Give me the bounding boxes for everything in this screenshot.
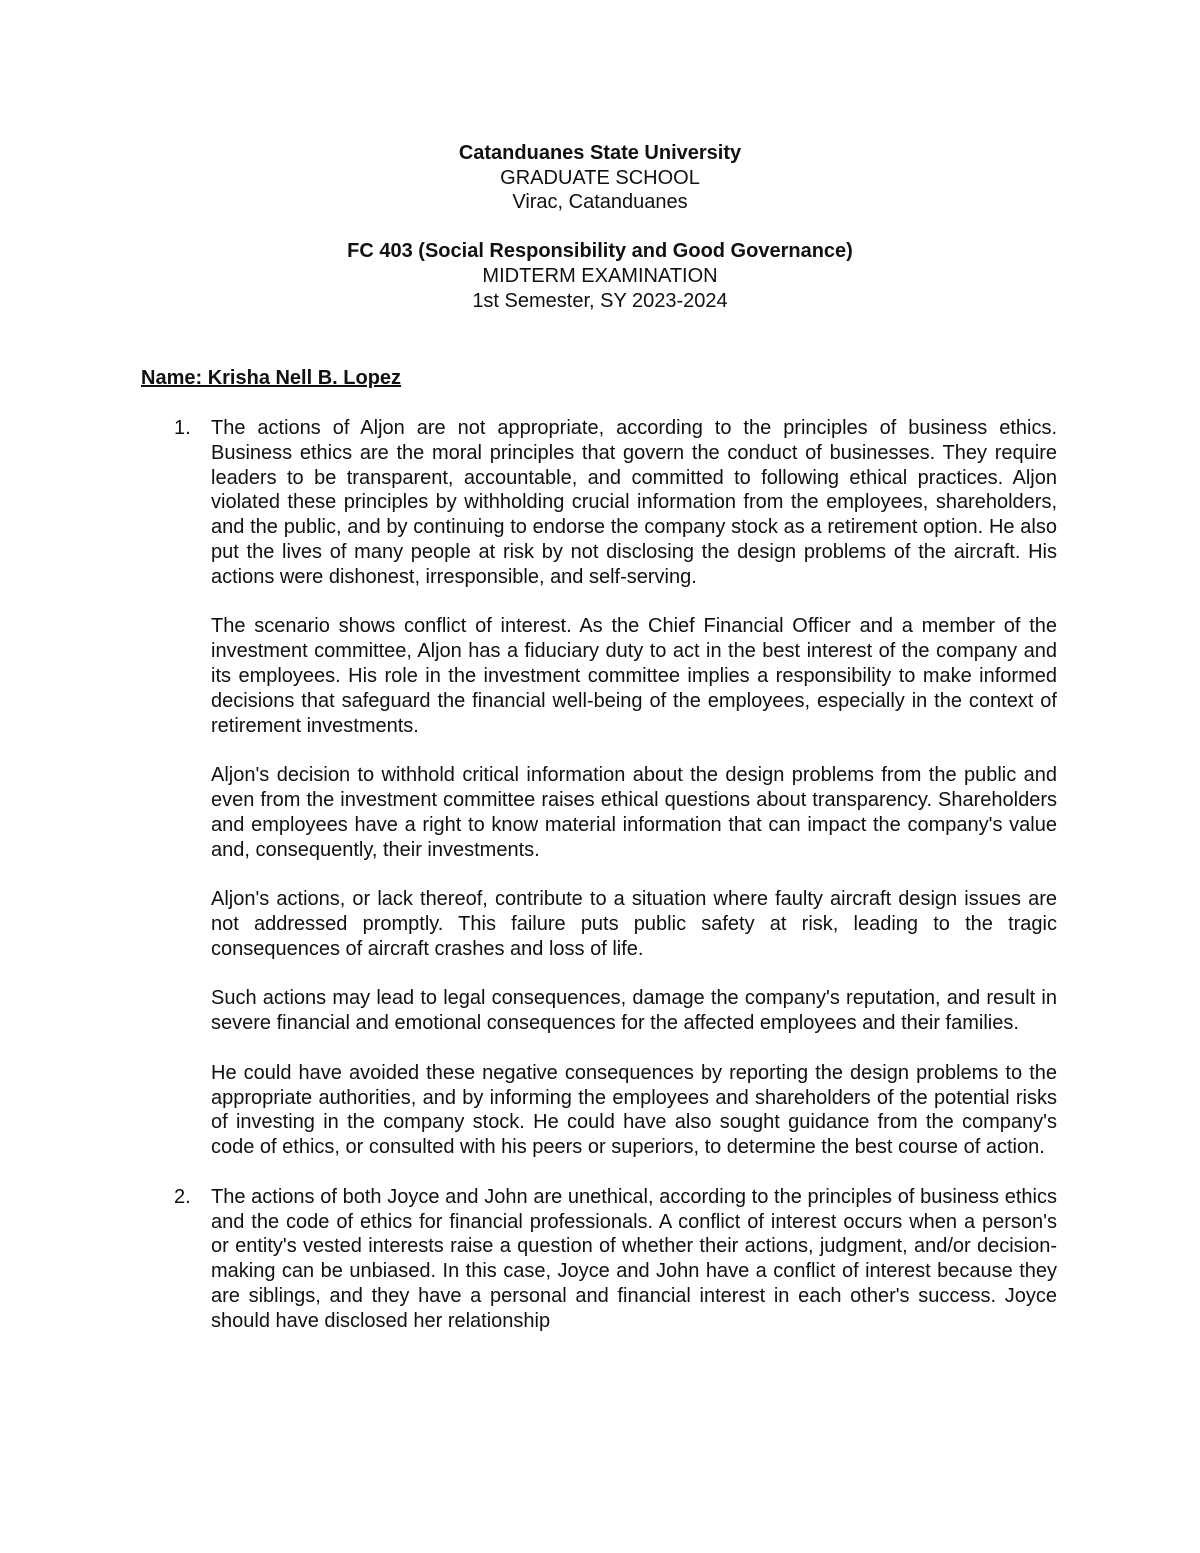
answer-list [0, 416, 1200, 1358]
answer-item-1 [0, 416, 1200, 1160]
answer-paragraph: The actions of Aljon are not appropriate, according to the principles of business ethics. Business ethics are the moral principles that govern the conduct of businesses. They require leaders to be transparent, accountable, and committed to following ethical practices. Aljon violated these principles by withholding crucial information from the employees, shareholders, and the public, and by continuing to endorse the company stock as a retirement option. He also put the lives of many people at risk by not disclosing the design problems of the aircraft. His actions were dishonest, irresponsible, and self-serving. [211, 417, 1057, 588]
school-name: GRADUATE SCHOOL [500, 166, 700, 189]
answer-paragraph: The scenario shows conflict of interest. As the Chief Financial Officer and a member of the investment committee, Aljon has a fiduciary duty to act in the best interest of the company and its employees. His role in the investment committee implies a responsibility to make informed decisions that safeguard the financial well-being of the employees, especially in the context of retirement investments. [211, 615, 1057, 737]
course-title: FC 403 (Social Responsibility and Good Governance) [347, 240, 853, 263]
answer-number: 2. [174, 1185, 191, 1208]
exam-term: 1st Semester, SY 2023-2024 [472, 289, 728, 312]
document-header [0, 141, 1200, 313]
answer-number: 1. [174, 417, 191, 439]
answer-paragraph: Aljon's actions, or lack thereof, contribute to a situation where faulty aircraft design issues are not addressed promptly. This failure puts public safety at risk, leading to the tragic consequences of aircraft crashes and loss of life. [211, 888, 1057, 960]
header-spacer [0, 215, 1200, 240]
answer-paragraph: Aljon's decision to withhold critical information about the design problems from the public and even from the investment committee raises ethical questions about transparency. Shareholders and employees have a right to know material information that can impact the company's value and, consequently, their investments. [211, 764, 1057, 861]
answer-item-2 [0, 1185, 1200, 1334]
school-location: Virac, Catanduanes [512, 191, 688, 214]
answer-paragraph: He could have avoided these negative consequences by reporting the design problems to the appropriate authorities, and by informing the employees and shareholders of the potential risks of investing in the company stock. He could have also sought guidance from the company's code of ethics, or consulted with his peers or superiors, to determine the best course of action. [211, 1061, 1057, 1159]
answer-paragraph: The actions of both Joyce and John are unethical, according to the principles of business ethics and the code of ethics for financial professionals. A conflict of interest occurs when a person's or entity's vested interests raise a question of whether their actions, judgment, and/or decision-making can be unbiased. In this case, Joyce and John have a conflict of interest because they are siblings, and they have a personal and financial interest in each other's success. Joyce should have disclosed her relationship [211, 1185, 1057, 1332]
answer-body [211, 416, 1057, 1160]
answer-paragraph: Such actions may lead to legal consequences, damage the company's reputation, and result in severe financial and emotional consequences for the affected employees and their families. [211, 987, 1057, 1035]
student-name: Name: Krisha Nell B. Lopez [141, 367, 402, 389]
university-name: Catanduanes State University [458, 142, 742, 164]
answer-body [211, 1185, 1057, 1334]
exam-title: MIDTERM EXAMINATION [482, 264, 718, 287]
